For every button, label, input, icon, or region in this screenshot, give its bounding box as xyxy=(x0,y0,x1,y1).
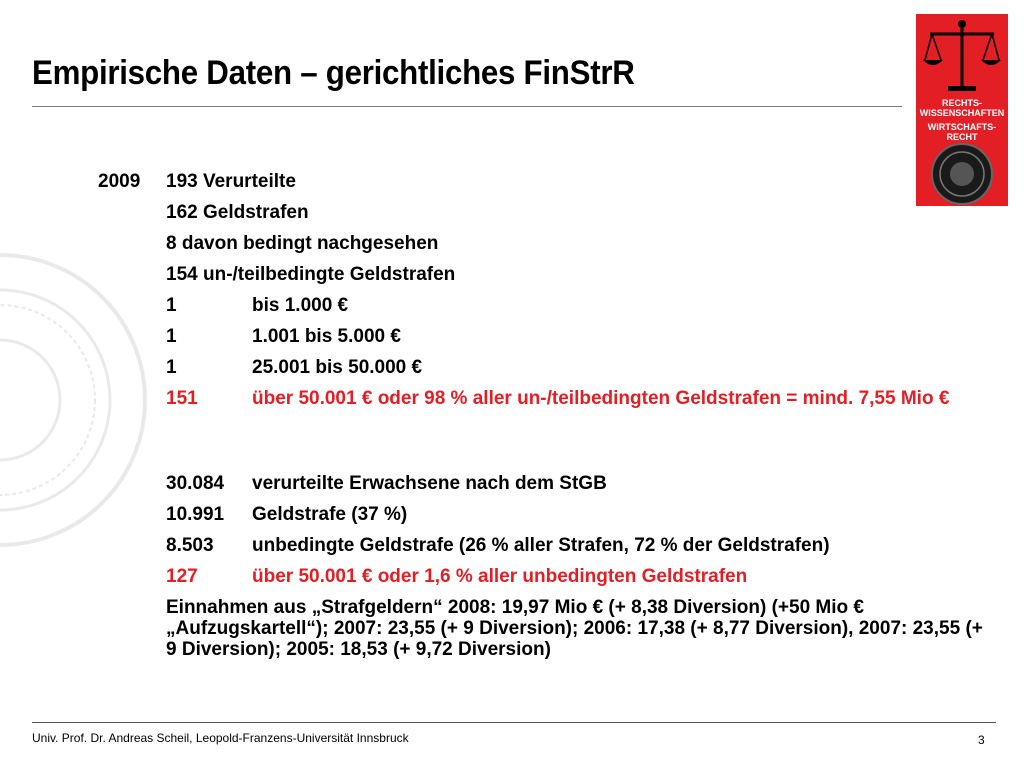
range-label: 25.001 bis 50.000 € xyxy=(252,357,423,378)
footer-author: Univ. Prof. Dr. Andreas Scheil, Leopold-Franzens-Universität Innsbruck xyxy=(32,731,409,745)
scales-of-justice-icon xyxy=(922,18,1002,94)
logo-line-4: RECHT xyxy=(946,132,978,142)
university-seal-watermark xyxy=(0,250,150,550)
highlight2-number: 127 xyxy=(166,566,198,587)
range-count: 1 xyxy=(166,295,177,316)
page-title: Empirische Daten – gerichtliches FinStrR xyxy=(32,54,635,92)
range-label: 1.001 bis 5.000 € xyxy=(252,326,401,347)
range-label: bis 1.000 € xyxy=(252,295,349,316)
footer-divider xyxy=(32,722,996,723)
stat-number: 10.991 xyxy=(166,504,225,525)
faculty-logo xyxy=(916,14,1008,206)
stat-text: unbedingte Geldstrafe (26 % aller Strafen, 72 % der Geldstrafen) xyxy=(252,535,830,556)
stat-number: 30.084 xyxy=(166,473,225,494)
logo-text-upper xyxy=(916,98,1008,118)
highlight-text: über 50.001 € oder 98 % aller un-/teilbedingten Geldstrafen = mind. 7,55 Mio € xyxy=(252,388,950,409)
revenue-paragraph: Einnahmen aus „Strafgeldern“ 2008: 19,97 Mio € (+ 8,38 Diversion) (+50 Mio € „Aufzugskartell“); 2007: 23,55 (+ 9 Diversion); 2006: 17,38 (+ 8,77 Diversion), 2007: 23,55 (+ 9 Diversion); 2005: 18,53 (+ 9,72 Diversion) xyxy=(166,597,983,660)
convicted-line: 193 Verurteilte xyxy=(166,171,296,192)
logo-line-2: WISSENSCHAFTEN xyxy=(919,108,1005,118)
range-count: 1 xyxy=(166,326,177,347)
fines-line: 162 Geldstrafen xyxy=(166,202,309,223)
unsuspended-line: 154 un-/teilbedingte Geldstrafen xyxy=(166,264,456,285)
logo-line-3: WIRTSCHAFTS- xyxy=(927,122,997,132)
university-seal-icon xyxy=(924,142,1000,206)
stat-text: verurteilte Erwachsene nach dem StGB xyxy=(252,473,607,494)
highlight-count: 151 xyxy=(166,388,198,409)
stat-text: Geldstrafe (37 %) xyxy=(252,504,408,525)
logo-text-lower xyxy=(916,122,1008,142)
page-number: 3 xyxy=(978,733,985,747)
title-divider xyxy=(32,106,902,107)
highlight2-text: über 50.001 € oder 1,6 % aller unbedingten Geldstrafen xyxy=(252,566,748,587)
year-label: 2009 xyxy=(98,171,141,192)
stat-number: 8.503 xyxy=(166,535,214,556)
logo-line-1: RECHTS- xyxy=(942,98,982,108)
range-count: 1 xyxy=(166,357,177,378)
suspended-line: 8 davon bedingt nachgesehen xyxy=(166,233,439,254)
